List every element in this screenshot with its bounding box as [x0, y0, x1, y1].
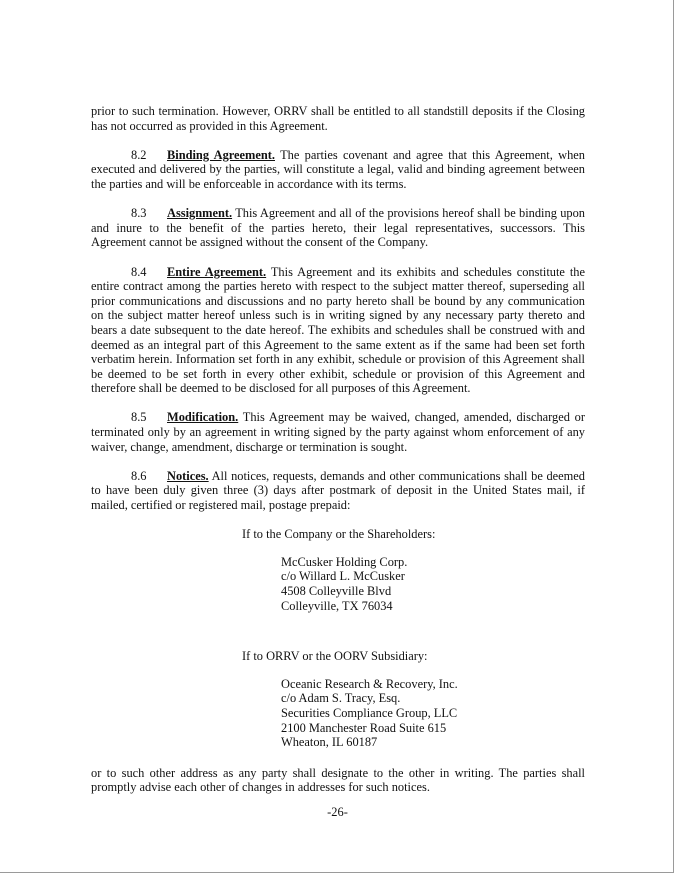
section-8-6 — [91, 469, 585, 513]
address-line: Securities Compliance Group, LLC — [281, 705, 458, 720]
section-number: 8.3 — [131, 206, 147, 221]
section-text: This Agreement and its exhibits and schedules constitute the entire contract among the parties hereto with respect to the subject matter thereof, superseding all prior communications and discussions and no party hereto shall be bound by any communication on the subject matter hereof unless such is in writing signed by any necessary party thereto and bears a date subsequent to the date hereof. The exhibits and schedules shall be construed with and deemed as an integral part of this Agreement to the same extent as if the same had been set forth verbatim herein. Information set forth in any exhibit, schedule or provision of this Agreement shall be deemed to be set forth in every other exhibit, schedule or provision of this Agreement and therefore shall be deemed to be disclosed for all purposes of this Agreement. — [91, 264, 585, 396]
section-8-3 — [91, 206, 585, 250]
orrv-notice-intro: If to ORRV or the OORV Subsidiary: — [242, 649, 428, 664]
section-heading: Assignment. — [167, 206, 233, 221]
section-heading: Modification. — [167, 410, 239, 425]
section-text: The parties covenant and agree that this Agreement, when executed and delivered by the parties, will constitute a legal, valid and binding agreement between the parties and will be enforceable in accordance with its terms. — [91, 147, 585, 191]
section-number: 8.4 — [131, 264, 147, 279]
address-line: Wheaton, IL 60187 — [281, 735, 378, 750]
company-notice-intro: If to the Company or the Shareholders: — [242, 527, 436, 542]
closing-paragraph: or to such other address as any party shall designate to the other in writing. The parties shall promptly advise each other of changes in addresses for such notices. — [91, 765, 585, 795]
address-line: c/o Adam S. Tracy, Esq. — [281, 691, 401, 706]
page-number: -26- — [327, 805, 348, 819]
section-number: 8.5 — [131, 410, 147, 425]
section-text: All notices, requests, demands and other communications shall be deemed to have been duly given three (3) days after postmark of deposit in the United States mail, if mailed, certified or registered mail, postage prepaid: — [91, 468, 585, 513]
document-body — [91, 104, 585, 795]
company-address — [281, 555, 585, 613]
address-line: 4508 Colleyville Blvd — [281, 584, 392, 598]
continuation-paragraph: prior to such termination. However, ORRV shall be entitled to all standstill deposits if the Closing has not occurred as provided in this Agreement. — [91, 104, 585, 133]
address-line: Oceanic Research & Recovery, Inc. — [281, 676, 458, 691]
section-text: This Agreement and all of the provisions hereof shall be binding upon and inure to the benefit of the parties hereto, their legal representatives, successors. This Agreement cannot be assigned without the consent of the Company. — [91, 206, 586, 250]
section-heading: Notices. — [167, 468, 209, 483]
section-8-2 — [91, 148, 585, 192]
address-line: c/o Willard L. McCusker — [281, 569, 405, 584]
address-line: Colleyville, TX 76034 — [281, 598, 393, 613]
section-number: 8.2 — [131, 147, 147, 162]
section-number: 8.6 — [131, 468, 147, 483]
section-heading: Entire Agreement. — [167, 264, 267, 279]
section-8-4 — [91, 265, 585, 396]
section-heading: Binding Agreement. — [167, 147, 275, 162]
address-line: 2100 Manchester Road Suite 615 — [281, 720, 447, 735]
section-8-5 — [91, 410, 585, 454]
address-line: McCusker Holding Corp. — [281, 554, 408, 569]
section-text: This Agreement may be waived, changed, amended, discharged or terminated only by an agreement in writing signed by the party against whom enforcement of any waiver, change, amendment, discharge or termination is sought. — [91, 410, 586, 454]
orrv-address — [281, 677, 585, 750]
